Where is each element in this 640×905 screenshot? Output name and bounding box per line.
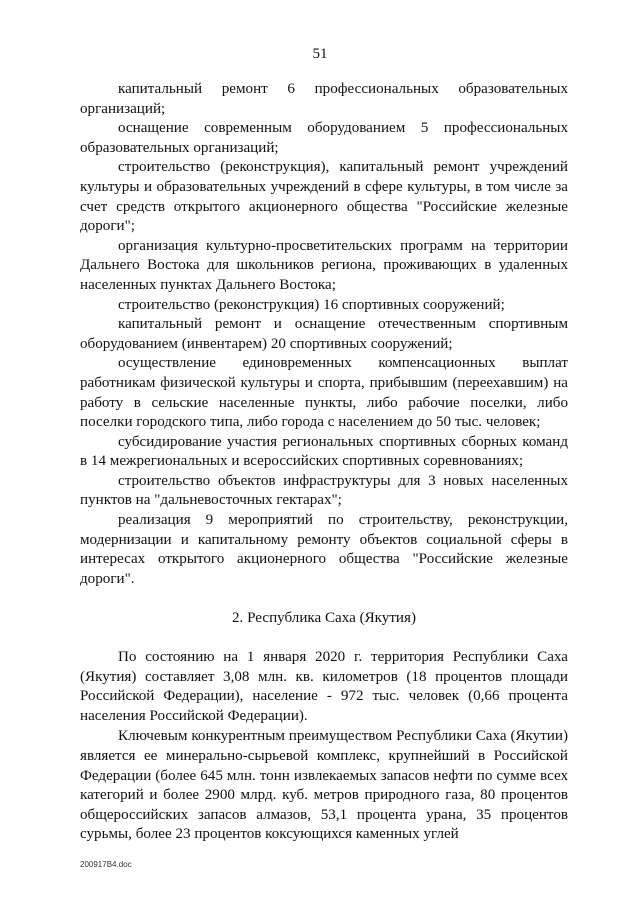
list-item: организация культурно-просветительских программ на территории Дальнего Востока для школьников региона, проживающих в удаленных населенных пунктах Дальнего Востока; — [80, 237, 568, 293]
section-heading: 2. Республика Саха (Якутия) — [232, 610, 416, 627]
section-paragraph: Ключевым конкурентным преимуществом Республики Саха (Якутии) является ее минерально-сырьевой комплекс, крупнейший в Российской Федерации (более 645 млн. тонн извлекаемых запасов нефти по сумме всех категорий и более 2900 млрд. куб. метров природного газа, 80 процентов общероссийских запасов алмазов, 53,1 процента урана, 35 процентов сурьмы, более 23 процентов коксующихся каменных углей — [80, 728, 568, 843]
list-item: субсидирование участия региональных спортивных сборных команд в 14 межрегиональных и всероссийских спортивных соревнованиях; — [80, 433, 568, 470]
page-number: 51 — [312, 46, 328, 62]
list-item: капитальный ремонт 6 профессиональных образовательных организаций; — [80, 81, 568, 117]
measures-list — [80, 80, 568, 589]
section-paragraph: По состоянию на 1 января 2020 г. территория Республики Саха (Якутия) составляет 3,08 млн. кв. километров (18 процентов площади Российской Федерации), население - 972 тыс. человек (0,66 процента населения Российской Федерации). — [80, 649, 568, 724]
list-item: строительство (реконструкция) 16 спортивных сооружений; — [118, 296, 505, 313]
section-body — [80, 648, 568, 845]
list-item: капитальный ремонт и оснащение отечественным спортивным оборудованием (инвентарем) 20 спортивных сооружений; — [80, 316, 568, 352]
list-item: осуществление единовременных компенсационных выплат работникам физической культуры и спорта, прибывшим (переехавшим) на работу в сельские населенные пункты, либо рабочие поселки, либо поселки городского типа, либо города с населением до 50 тыс. человек; — [80, 355, 568, 431]
document-body — [80, 80, 568, 845]
list-item: строительство объектов инфраструктуры для 3 новых населенных пунктов на "дальневосточных гектарах"; — [80, 472, 568, 509]
list-item: строительство (реконструкция), капитальный ремонт учреждений культуры и образовательных учреждений в сфере культуры, в том числе за счет средств открытого акционерного общества "Российские железные дороги"; — [80, 159, 568, 235]
list-item: реализация 9 мероприятий по строительству, реконструкции, модернизации и капитальному ремонту объектов социальной сферы в интересах открытого акционерного общества "Российские железные дороги". — [80, 512, 568, 587]
list-item: оснащение современным оборудованием 5 профессиональных образовательных организаций; — [80, 120, 568, 156]
footer-filename: 200917В4.doc — [80, 860, 132, 869]
